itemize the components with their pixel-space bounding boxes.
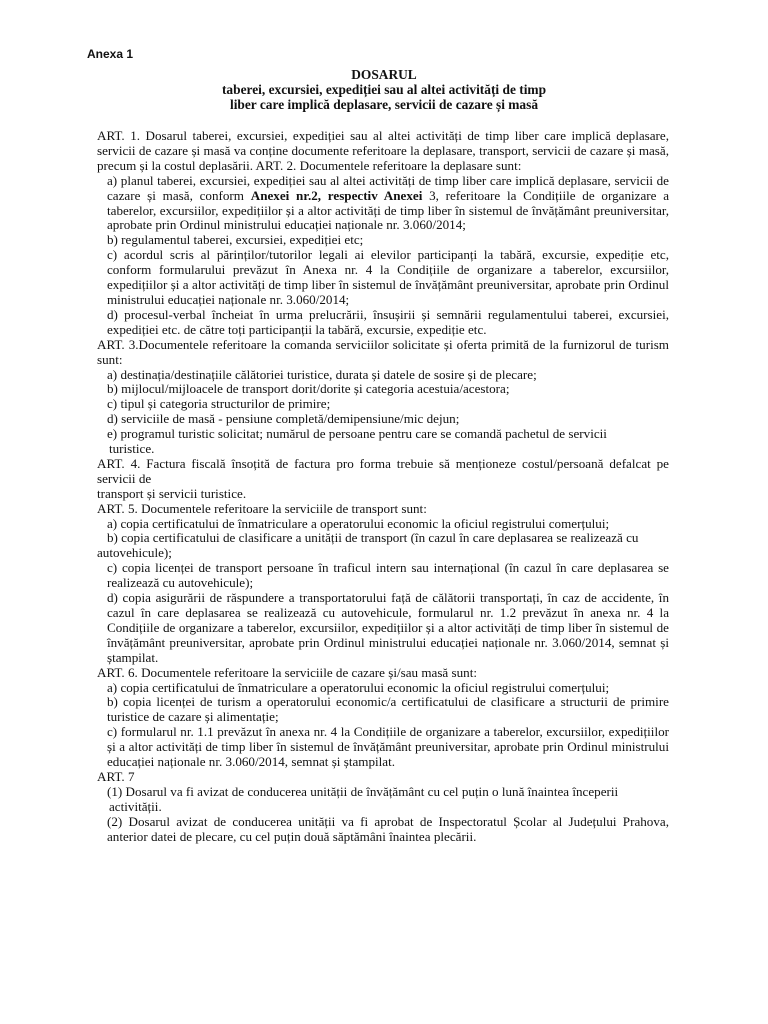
art2-item-a bbox=[97, 174, 669, 234]
annex-label: Anexa 1 bbox=[87, 47, 134, 61]
art2-item-a-text: a) planul taberei, excursiei, expediției sau al altei activități de timp liber care implică deplasare, servicii de cazare și masă, conform bbox=[107, 172, 669, 203]
art5-item-c: c) copia licenței de transport persoane în traficul intern sau internațional (în cazul în care deplasarea se realizează cu autovehicule); bbox=[107, 560, 669, 591]
document-body bbox=[97, 129, 669, 845]
title-line-2: taberei, excursiei, expediției sau al altei activități de timp bbox=[221, 82, 547, 97]
art6-item-a: a) copia certificatului de înmatriculare a operatorului economic la oficiul registrului comerțului; bbox=[107, 679, 610, 695]
article-4-cont: transport și servicii turistice. bbox=[97, 485, 247, 501]
art3-item-a: a) destinația/destinațiile călătoriei turistice, durata și datele de sosire și de plecare; bbox=[107, 366, 537, 382]
art2-item-a-bold: Anexei nr.2, respectiv Anexei bbox=[250, 187, 423, 203]
art7-item-1-cont: activității. bbox=[109, 798, 162, 814]
art3-item-c: c) tipul și categoria structurilor de primire; bbox=[107, 396, 331, 412]
art5-item-d: d) copia asigurării de răspundere a transportatorului față de călătorii transportați, în caz de accidente, în cazul în care deplasarea se realizează cu autovehicule, formularul nr. 1.2 prevăzut în anexa nr. 4 la Condițiile de organizare a taberelor, excursiilor, expedițiilor și a altor activități de timp liber în sistemul de învățământ preuniversitar, aprobate prin Ordinul ministrului educației naționale nr. 3.060/2014, semnat și ștampilat. bbox=[107, 590, 669, 665]
art3-item-b: b) mijlocul/mijloacele de transport dorit/dorite și categoria acestuia/acestora; bbox=[107, 381, 510, 397]
art5-item-a: a) copia certificatului de înmatriculare a operatorului economic la oficiul registrului comerțului; bbox=[107, 515, 610, 531]
title-line-1: DOSARUL bbox=[351, 67, 417, 82]
art5-item-b: b) copia certificatului de clasificare a unității de transport (în cazul în care deplasarea se realizează cu bbox=[107, 530, 639, 546]
article-4-paragraph: ART. 4. Factura fiscală însoțită de factura pro forma trebuie să menționeze costul/persoană defalcat pe servicii de bbox=[97, 455, 669, 486]
art6-item-b: b) copia licenței de turism a operatorului economic/a certificatului de clasificare a structurii de primire turistice de cazare și alimentație; bbox=[107, 694, 669, 725]
article-5-heading: ART. 5. Documentele referitoare la serviciile de transport sunt: bbox=[97, 500, 427, 516]
article-6-heading: ART. 6. Documentele referitoare la serviciile de cazare și/sau masă sunt: bbox=[97, 664, 477, 680]
art3-item-e-cont: turistice. bbox=[109, 441, 155, 457]
document-title bbox=[0, 67, 768, 112]
art2-item-c: c) acordul scris al părinților/tutorilor legali ai elevilor participanți la tabără, excursie, expediție etc, conform formularului prevăzut în Anexa nr. 4 la Condițiile de organizare a taberelor, excursiilor, expedițiilor și a altor activități de timp liber în sistemul de învățământ preuniversitar, aprobate prin Ordinul ministrului educației naționale nr. 3.060/2014; bbox=[107, 247, 669, 307]
art7-item-2: (2) Dosarul avizat de conducerea unității va fi aprobat de Inspectoratul Școlar al Județului Prahova, anterior datei de plecare, cu cel puțin două săptămâni înaintea plecării. bbox=[107, 813, 669, 844]
art5-item-b-cont: autovehicule); bbox=[97, 545, 172, 561]
article-7-heading: ART. 7 bbox=[97, 768, 135, 784]
art2-item-d: d) procesul-verbal încheiat în urma prelucrării, însușirii și semnării regulamentului taberei, excursiei, expediției etc. de către toți participanții la tabără, excursie, expediție etc. bbox=[107, 306, 669, 337]
art7-item-1: (1) Dosarul va fi avizat de conducerea unității de învățământ cu cel puțin o lună înaintea începerii bbox=[107, 783, 619, 799]
article-1-paragraph: ART. 1. Dosarul taberei, excursiei, expediției sau al altei activități de timp liber care implică deplasare, servicii de cazare și masă va conține documente referitoare la deplasare, transport, servicii de cazare și masă, precum și la costul deplasării. ART. 2. Documentele referitoare la deplasare sunt: bbox=[97, 128, 669, 173]
article-3-heading: ART. 3.Documentele referitoare la comanda serviciilor solicitate și oferta primită de la furnizorul de turism sunt: bbox=[97, 336, 669, 367]
art3-item-d: d) serviciile de masă - pensiune completă/demipensiune/mic dejun; bbox=[107, 411, 460, 427]
title-line-3: liber care implică deplasare, servicii de cazare și masă bbox=[229, 97, 539, 112]
art6-item-c: c) formularul nr. 1.1 prevăzut în anexa nr. 4 la Condițiile de organizare a taberelor, excursiilor, expedițiilor și a altor activități de timp liber în sistemul de învățământ preuniversitar, aprobate prin Ordinul ministrului educației naționale nr. 3.060/2014, semnat și ștampilat. bbox=[107, 724, 669, 770]
art3-item-e: e) programul turistic solicitat; numărul de persoane pentru care se comandă pachetul de servicii bbox=[107, 426, 607, 442]
art2-item-b: b) regulamentul taberei, excursiei, expediției etc; bbox=[107, 232, 364, 248]
art2-item-a-tail: 3, referitoare la Condițiile de organizare a taberelor, excursiilor, expedițiilor și a altor activități de timp liber în sistemul de învățământ preuniversitar, aprobate prin Ordinul ministrului educației naționale nr. 3.060/2014; bbox=[107, 187, 670, 233]
